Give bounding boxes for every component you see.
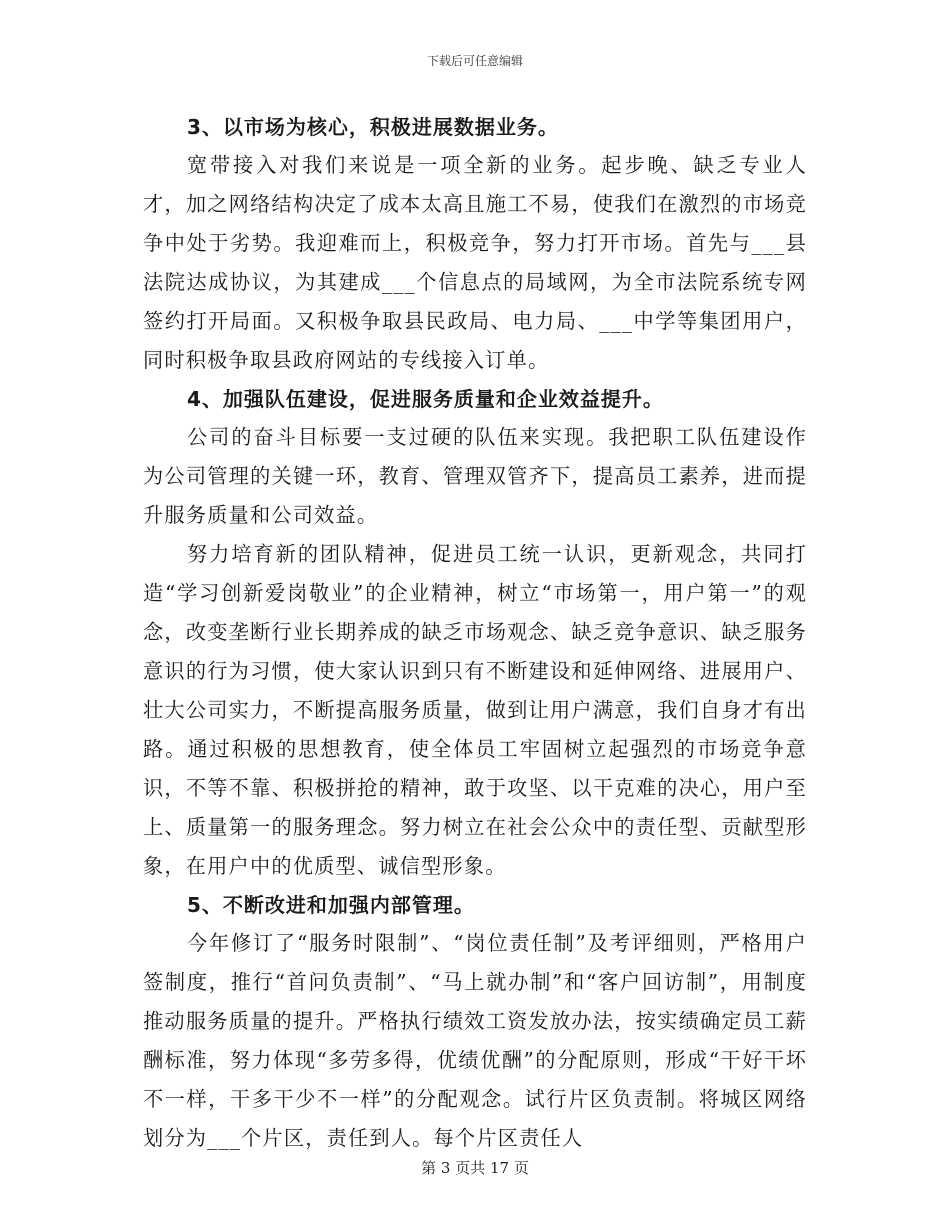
page-number: 第 3 页共 17 页	[421, 1159, 529, 1177]
paragraph: 努力培育新的团队精神，促进员工统一认识，更新观念，共同打造“学习创新爱岗敬业”的企业精神，树立“市场第一，用户第一”的观念，改变垄断行业长期养成的缺乏市场观念、缺乏竞争意识、缺乏服务意识的行为习惯，使大家认识到只有不断建设和延伸网络、进展用户、壮大公司实力，不断提高服务质量，做到让用户满意，我们自身才有出路。通过积极的思想教育，使全体员工牢固树立起强烈的市场竞争意识，不等不靠、积极拼抢的精神，敢于攻坚、以干克难的决心，用户至上、质量第一的服务理念。努力树立在社会公众中的责任型、贡献型形象，在用户中的优质型、诚信型形象。	[143, 542, 807, 878]
paragraph: 今年修订了“服务时限制”、“岗位责任制”及考评细则，严格用户签制度，推行“首问负责制”、“马上就办制”和“客户回访制”，用制度推动服务质量的提升。严格执行绩效工资发放办法，按实绩确定员工薪酬标准，努力体现“多劳多得，优绩优酬”的分配原则，形成“干好干坏不一样，干多干少不一样”的分配观念。试行片区负责制。将城区网络划分为___个片区，责任到人。每个片区责任人	[143, 931, 807, 1150]
section-heading-5: 5、不断改进和加强内部管理。	[187, 893, 475, 917]
paragraph: 公司的奋斗目标要一支过硬的队伍来实现。我把职工队伍建设作为公司管理的关键一环，教育、管理双管齐下，提高员工素养，进而提升服务质量和公司效益。	[143, 425, 807, 527]
document-body	[143, 108, 807, 1158]
paragraph: 宽带接入对我们来说是一项全新的业务。起步晚、缺乏专业人才，加之网络结构决定了成本太高且施工不易，使我们在激烈的市场竞争中处于劣势。我迎难而上，积极竞争，努力打开市场。首先与___县法院达成协议，为其建成___个信息点的局域网，为全市法院系统专网签约打开局面。又积极争取县民政局、电力局、___中学等集团用户，同时积极争取县政府网站的专线接入订单。	[143, 153, 807, 372]
page-header: 下载后可任意编辑	[426, 54, 523, 68]
section-heading-4: 4、加强队伍建设，促进服务质量和企业效益提升。	[187, 387, 664, 411]
section-heading-3: 3、以市场为核心，积极进展数据业务。	[187, 115, 559, 139]
